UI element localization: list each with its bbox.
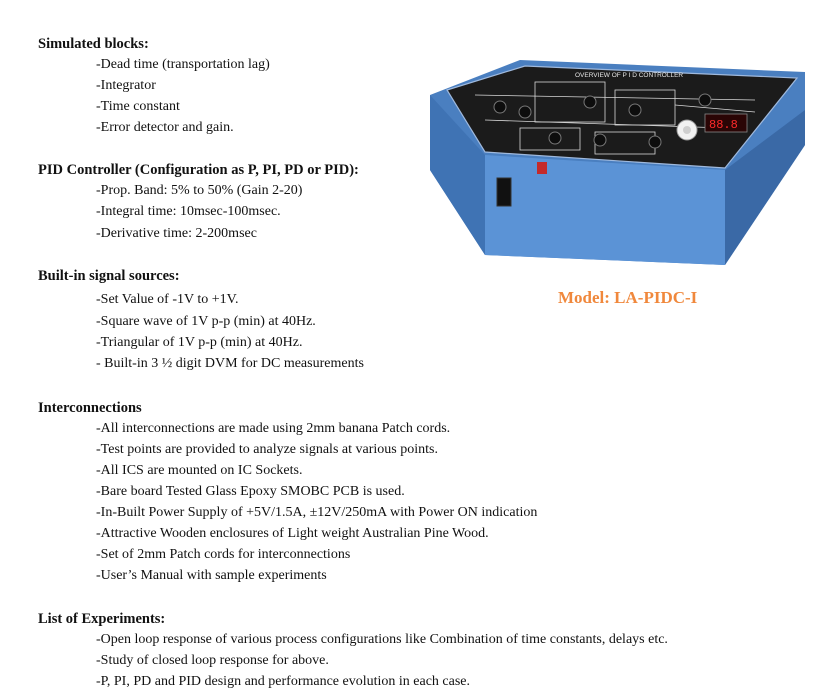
list-item: -Set of 2mm Patch cords for interconnections [96, 547, 351, 562]
list-item: -Bare board Tested Glass Epoxy SMOBC PCB is used. [96, 484, 405, 499]
list-item: -Set Value of -1V to +1V. [96, 292, 239, 307]
list-item: -Open loop response of various process configurations like Combination of time constants, delays etc. [96, 632, 668, 647]
pid-controller-trainer-image [425, 50, 810, 265]
list-item: -Study of closed loop response for above. [96, 653, 329, 668]
list-item: -All ICS are mounted on IC Sockets. [96, 463, 303, 478]
list-item: -Triangular of 1V p-p (min) at 40Hz. [96, 335, 303, 350]
section-title-simulated-blocks: Simulated blocks: [38, 36, 149, 52]
section-title-experiments: List of Experiments: [38, 611, 166, 627]
list-item: -Time constant [96, 99, 180, 114]
list-item: -Derivative time: 2-200msec [96, 226, 257, 241]
model-label: Model: LA-PIDC-I [558, 288, 698, 307]
list-item: -All interconnections are made using 2mm banana Patch cords. [96, 421, 451, 436]
dvm-display: 88.8 [709, 118, 738, 132]
list-item: -Square wave of 1V p-p (min) at 40Hz. [96, 314, 316, 329]
list-item: -Prop. Band: 5% to 50% (Gain 2-20) [96, 183, 303, 198]
list-item: -User’s Manual with sample experiments [96, 568, 327, 583]
section-title-signal-sources: Built-in signal sources: [38, 268, 180, 284]
list-item: - Built-in 3 ½ digit DVM for DC measurements [96, 356, 364, 371]
list-item: -Integrator [96, 78, 156, 93]
panel-title: OVERVIEW OF P I D CONTROLLER [575, 72, 684, 79]
list-item: -Attractive Wooden enclosures of Light weight Australian Pine Wood. [96, 526, 489, 541]
list-item: -Dead time (transportation lag) [96, 57, 270, 72]
section-title-pid-controller: PID Controller (Configuration as P, PI, PD or PID): [38, 162, 359, 178]
list-item: -In-Built Power Supply of +5V/1.5A, ±12V/250mA with Power ON indication [96, 505, 538, 520]
list-item: -Test points are provided to analyze signals at various points. [96, 442, 438, 457]
list-item: -Integral time: 10msec-100msec. [96, 204, 281, 219]
section-title-interconnections: Interconnections [38, 400, 142, 416]
list-item: -P, PI, PD and PID design and performance evolution in each case. [96, 674, 471, 689]
list-item: -Error detector and gain. [96, 120, 234, 135]
